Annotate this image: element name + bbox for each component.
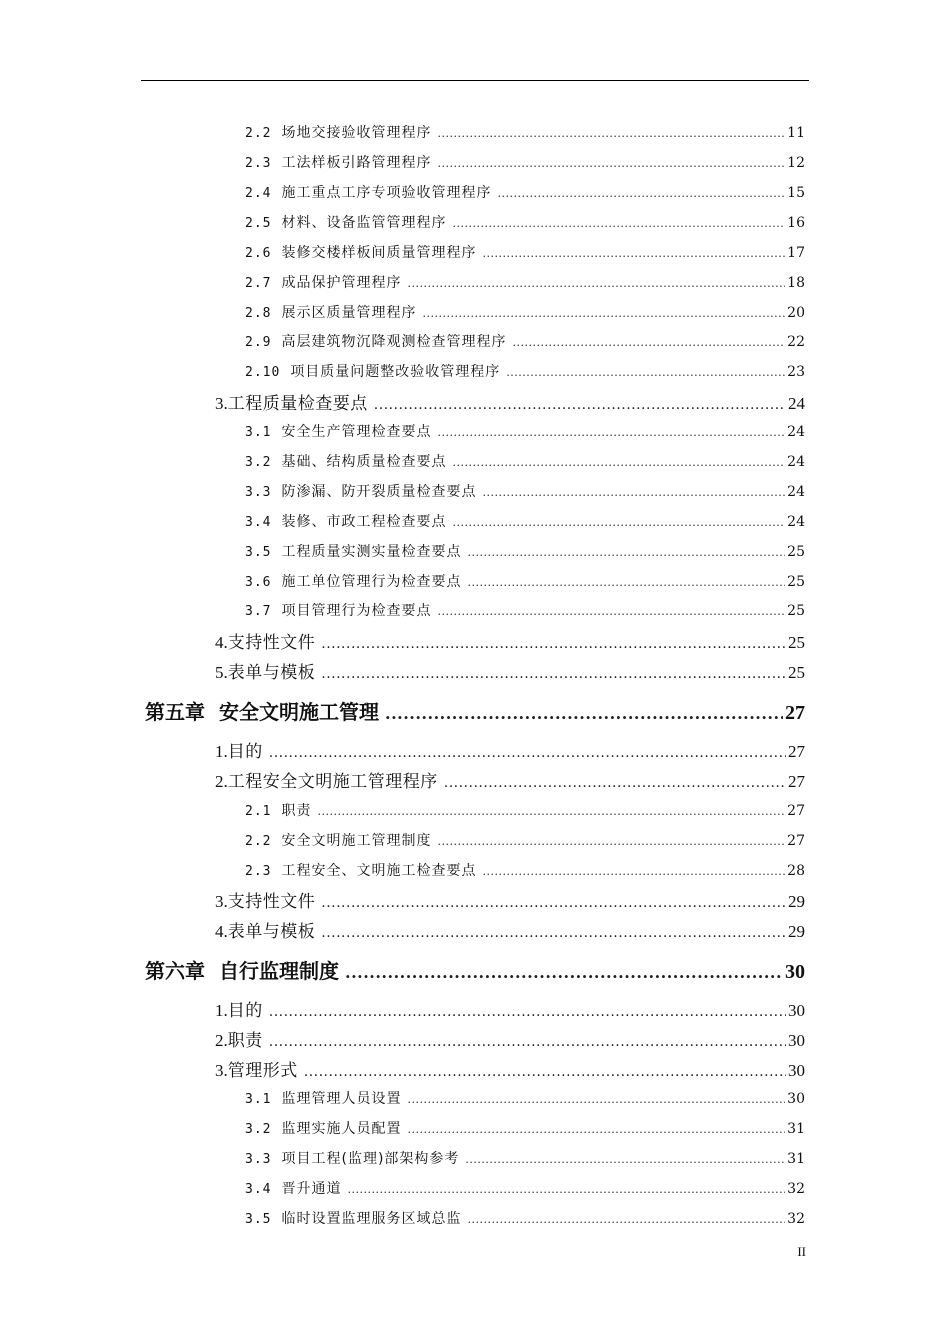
toc-entry-number: 2. <box>215 772 228 791</box>
toc-section[interactable] <box>215 1026 805 1051</box>
toc-entry-number: 3.5 <box>245 1212 272 1227</box>
toc-entry-page: 27 <box>785 702 805 724</box>
toc-entry-title: 项目管理行为检查要点 <box>281 603 432 619</box>
toc-entry-page: 20 <box>787 305 805 321</box>
toc-entry-title: 临时设置监理服务区域总监 <box>281 1211 462 1227</box>
toc-entry-number: 3.1 <box>245 1092 272 1107</box>
dot-leader <box>321 925 786 941</box>
toc-entry-number: 3.4 <box>245 1182 272 1197</box>
dot-leader <box>374 397 786 413</box>
toc-entry-title: 支持性文件 <box>227 633 316 653</box>
toc-chapter[interactable] <box>145 955 805 984</box>
dot-leader <box>347 1183 785 1196</box>
toc-section[interactable] <box>215 389 805 414</box>
toc-entry-number: 2.6 <box>245 246 272 261</box>
toc-entry-title: 装修、市政工程检查要点 <box>281 514 447 530</box>
toc-entry-page: 31 <box>787 1151 805 1167</box>
dot-leader <box>506 366 785 379</box>
toc-entry-page: 27 <box>788 742 805 761</box>
toc-entry-number: 3. <box>215 1061 228 1080</box>
toc-entry-title: 项目工程(监理)部架构参考 <box>281 1151 460 1167</box>
toc-entry-number: 第五章 <box>145 700 205 724</box>
dot-leader <box>467 546 785 559</box>
dot-leader <box>321 666 786 682</box>
dot-leader <box>385 704 783 723</box>
toc-entry-page: 16 <box>787 215 805 231</box>
toc-entry-title: 安全生产管理检查要点 <box>281 424 432 440</box>
toc-entry-number: 2.10 <box>245 365 281 380</box>
toc-subsection[interactable] <box>245 182 805 202</box>
toc-entry-title: 安全文明施工管理制度 <box>281 833 432 849</box>
toc-entry-title: 目的 <box>227 742 263 762</box>
toc-entry-page: 30 <box>788 1061 805 1080</box>
toc-subsection[interactable] <box>245 600 805 620</box>
toc-entry-title: 展示区质量管理程序 <box>281 305 417 321</box>
toc-entry-page: 30 <box>787 1091 805 1107</box>
toc-section[interactable] <box>215 628 805 653</box>
dot-leader <box>482 486 785 499</box>
toc-entry-number: 2.8 <box>245 306 272 321</box>
dot-leader <box>465 1153 785 1166</box>
toc-subsection[interactable] <box>245 541 805 561</box>
toc-entry-page: 24 <box>788 394 805 413</box>
toc-entry-page: 18 <box>787 275 805 291</box>
toc-entry-page: 29 <box>788 922 805 941</box>
toc-entry-title: 安全文明施工管理 <box>219 700 379 724</box>
toc-subsection[interactable] <box>245 511 805 531</box>
toc-entry-page: 24 <box>787 424 805 440</box>
toc-entry-title: 晋升通道 <box>281 1181 342 1197</box>
dot-leader <box>321 636 786 652</box>
toc-entry-number: 3. <box>215 394 228 413</box>
toc-entry-title: 工程质量实测实量检查要点 <box>281 544 462 560</box>
toc-entry-title: 表单与模板 <box>227 922 316 942</box>
toc-entry-page: 24 <box>787 514 805 530</box>
toc-subsection[interactable] <box>245 152 805 172</box>
toc-entry-number: 3.4 <box>245 515 272 530</box>
toc-entry-number: 2.9 <box>245 335 272 350</box>
toc-entry-title: 工程安全、文明施工检查要点 <box>281 863 477 879</box>
toc-entry-page: 28 <box>787 863 805 879</box>
toc-entry-title: 自行监理制度 <box>219 959 339 983</box>
toc-entry-number: 4. <box>215 922 228 941</box>
toc-subsection[interactable] <box>245 860 805 880</box>
toc-entry-number: 3.3 <box>245 1152 272 1167</box>
toc-entry-number: 2.2 <box>245 126 272 141</box>
toc-entry-page: 25 <box>787 603 805 619</box>
toc-entry-number: 2.4 <box>245 186 272 201</box>
toc-subsection[interactable] <box>245 1148 805 1168</box>
toc-entry-number: 3.5 <box>245 545 272 560</box>
toc-subsection[interactable] <box>245 212 805 232</box>
toc-entry-page: 30 <box>788 1031 805 1050</box>
toc-entry-number: 2.1 <box>245 804 272 819</box>
dot-leader <box>467 1213 785 1226</box>
toc-entry-page: 27 <box>788 772 805 791</box>
toc-subsection[interactable] <box>245 1088 805 1108</box>
toc-chapter[interactable] <box>145 696 805 725</box>
toc-entry-title: 防渗漏、防开裂质量检查要点 <box>281 484 477 500</box>
toc-entry-title: 支持性文件 <box>227 892 316 912</box>
toc-section[interactable] <box>215 996 805 1021</box>
toc-entry-title: 装修交楼样板间质量管理程序 <box>281 245 477 261</box>
toc-entry-number: 5. <box>215 663 228 682</box>
dot-leader <box>437 605 785 618</box>
toc-subsection[interactable] <box>245 830 805 850</box>
toc-entry-title: 工程质量检查要点 <box>227 394 368 414</box>
toc-entry-number: 2.3 <box>245 156 272 171</box>
toc-entry-page: 15 <box>787 185 805 201</box>
toc-entry-number: 3.1 <box>245 425 272 440</box>
dot-leader <box>321 895 786 911</box>
toc-entry-number: 2.7 <box>245 276 272 291</box>
dot-leader <box>407 1093 785 1106</box>
toc-entry-title: 职责 <box>281 803 312 819</box>
dot-leader <box>269 1034 786 1050</box>
toc-entry-number: 3.6 <box>245 575 272 590</box>
toc-entry-number: 3.2 <box>245 455 272 470</box>
toc-entry-page: 25 <box>788 633 805 652</box>
toc-entry-page: 32 <box>787 1181 805 1197</box>
toc-entry-title: 项目质量问题整改验收管理程序 <box>290 364 501 380</box>
toc-entry-title: 材料、设备监管管理程序 <box>281 215 447 231</box>
toc-entry-page: 12 <box>787 155 805 171</box>
toc-section[interactable] <box>215 917 805 942</box>
toc-subsection[interactable] <box>245 1208 805 1228</box>
toc-entry-title: 监理实施人员配置 <box>281 1121 402 1137</box>
dot-leader <box>452 516 785 529</box>
toc-entry-number: 3.7 <box>245 604 272 619</box>
toc-entry-page: 23 <box>787 364 805 380</box>
toc-section[interactable] <box>215 658 805 683</box>
toc-entry-page: 30 <box>785 961 805 983</box>
toc-entry-title: 管理形式 <box>227 1061 298 1081</box>
toc-entry-number: 2. <box>215 1031 228 1050</box>
toc-subsection[interactable] <box>245 302 805 322</box>
dot-leader <box>452 456 785 469</box>
toc-entry-title: 成品保护管理程序 <box>281 275 402 291</box>
toc-section[interactable] <box>215 767 805 792</box>
toc-subsection[interactable] <box>245 1118 805 1138</box>
toc-entry-page: 32 <box>787 1211 805 1227</box>
toc-entry-page: 31 <box>787 1121 805 1137</box>
toc-entry-number: 3. <box>215 892 228 911</box>
toc-subsection[interactable] <box>245 122 805 142</box>
dot-leader <box>407 277 785 290</box>
toc-entry-title: 工程安全文明施工管理程序 <box>227 772 438 792</box>
dot-leader <box>437 835 785 848</box>
toc-entry-number: 3.2 <box>245 1122 272 1137</box>
toc-subsection[interactable] <box>245 1178 805 1198</box>
toc-section[interactable] <box>215 737 805 762</box>
toc-entry-page: 11 <box>787 125 805 141</box>
dot-leader <box>444 775 786 791</box>
toc-entry-page: 29 <box>788 892 805 911</box>
toc-entry-page: 25 <box>787 544 805 560</box>
toc-entry-page: 25 <box>787 574 805 590</box>
dot-leader <box>467 576 785 589</box>
toc-entry-title: 高层建筑物沉降观测检查管理程序 <box>281 334 507 350</box>
toc-section[interactable] <box>215 1056 805 1081</box>
toc-entry-page: 25 <box>788 663 805 682</box>
toc-entry-number: 1. <box>215 742 228 761</box>
toc-subsection[interactable] <box>245 242 805 262</box>
toc-entry-page: 24 <box>787 454 805 470</box>
toc-entry-title: 目的 <box>227 1001 263 1021</box>
toc-entry-page: 17 <box>787 245 805 261</box>
toc-entry-title: 施工单位管理行为检查要点 <box>281 574 462 590</box>
page-number: II <box>797 1244 806 1259</box>
toc-entry-number: 1. <box>215 1001 228 1020</box>
dot-leader <box>317 805 785 818</box>
toc-entry-title: 施工重点工序专项验收管理程序 <box>281 185 492 201</box>
dot-leader <box>437 127 785 140</box>
toc-subsection[interactable] <box>245 800 805 820</box>
dot-leader <box>512 336 785 349</box>
toc-entry-title: 表单与模板 <box>227 663 316 683</box>
toc-entry-number: 第六章 <box>145 959 205 983</box>
dot-leader <box>482 247 785 260</box>
dot-leader <box>437 157 785 170</box>
toc-subsection[interactable] <box>245 481 805 501</box>
dot-leader <box>437 426 785 439</box>
dot-leader <box>407 1123 785 1136</box>
toc-subsection[interactable] <box>245 272 805 292</box>
toc-entry-page: 24 <box>787 484 805 500</box>
toc-subsection[interactable] <box>245 361 805 381</box>
toc-entry-title: 基础、结构质量检查要点 <box>281 454 447 470</box>
toc-entry-number: 2.2 <box>245 834 272 849</box>
toc-entry-number: 2.3 <box>245 864 272 879</box>
dot-leader <box>345 963 783 982</box>
toc-entry-title: 工法样板引路管理程序 <box>281 155 432 171</box>
toc-entry-title: 监理管理人员设置 <box>281 1091 402 1107</box>
toc-entry-number: 4. <box>215 633 228 652</box>
dot-leader <box>482 865 785 878</box>
toc-subsection[interactable] <box>245 331 805 351</box>
toc-section[interactable] <box>215 887 805 912</box>
dot-leader <box>452 217 785 230</box>
toc-entry-title: 职责 <box>227 1031 263 1051</box>
toc-entry-number: 2.5 <box>245 216 272 231</box>
toc-subsection[interactable] <box>245 451 805 471</box>
dot-leader <box>422 307 785 320</box>
dot-leader <box>269 745 786 761</box>
toc-entry-page: 30 <box>788 1001 805 1020</box>
toc-entry-page: 27 <box>787 803 805 819</box>
toc-subsection[interactable] <box>245 421 805 441</box>
dot-leader <box>497 187 785 200</box>
toc-subsection[interactable] <box>245 571 805 591</box>
dot-leader <box>269 1004 786 1020</box>
toc-entry-title: 场地交接验收管理程序 <box>281 125 432 141</box>
dot-leader <box>304 1064 786 1080</box>
toc-entry-number: 3.3 <box>245 485 272 500</box>
toc-entry-page: 22 <box>787 334 805 350</box>
toc-entry-page: 27 <box>787 833 805 849</box>
